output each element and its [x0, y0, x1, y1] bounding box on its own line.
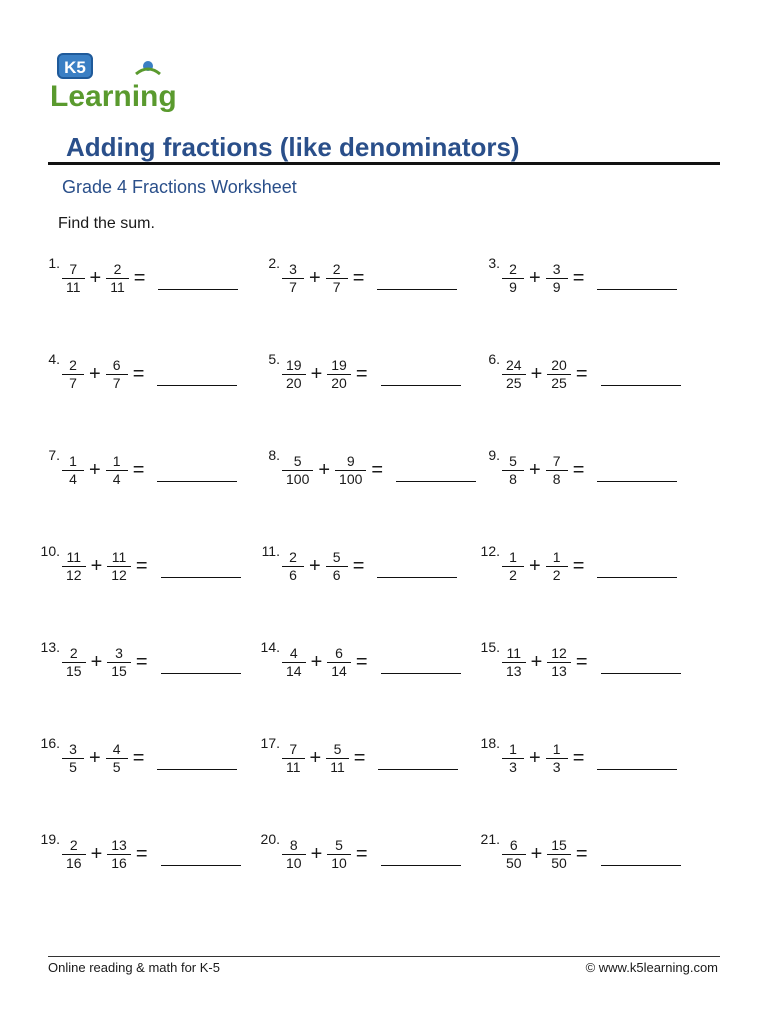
problem-number: 2.	[268, 255, 280, 271]
answer-blank[interactable]	[396, 481, 476, 482]
numerator: 11	[62, 549, 86, 567]
denominator: 11	[286, 758, 301, 775]
denominator: 16	[111, 854, 127, 871]
denominator: 100	[286, 470, 310, 487]
plus-sign: +	[318, 458, 331, 481]
answer-blank[interactable]	[157, 769, 237, 770]
plus-sign: +	[530, 842, 543, 865]
plus-sign: +	[89, 458, 101, 481]
first-fraction	[64, 837, 84, 872]
denominator: 25	[551, 374, 567, 391]
equals-sign: =	[135, 842, 148, 865]
problem-expression	[500, 447, 677, 493]
problem-expression	[500, 735, 677, 781]
problem-number: 13.	[40, 639, 60, 655]
problem-number: 12.	[480, 543, 500, 559]
plus-sign: +	[310, 362, 323, 385]
problem-21	[474, 831, 694, 901]
first-fraction	[64, 645, 84, 680]
second-fraction	[549, 645, 569, 680]
answer-blank[interactable]	[601, 673, 681, 674]
problem-expression	[500, 255, 677, 301]
denominator: 6	[332, 566, 341, 583]
plus-sign: +	[309, 266, 321, 289]
first-fraction	[504, 261, 522, 296]
equals-sign: =	[575, 650, 588, 673]
problem-number: 9.	[488, 447, 500, 463]
denominator: 100	[339, 470, 363, 487]
problem-expression	[500, 831, 681, 877]
footer-copyright: © www.k5learning.com	[585, 960, 718, 975]
denominator: 7	[69, 374, 77, 391]
problem-15	[474, 639, 694, 709]
problem-5	[254, 351, 474, 421]
numerator: 5	[326, 549, 348, 567]
problem-expression	[60, 543, 241, 589]
denominator: 11	[330, 758, 345, 775]
numerator: 24	[502, 357, 526, 375]
equals-sign: =	[135, 650, 148, 673]
first-fraction	[284, 837, 304, 872]
problem-number: 16.	[40, 735, 60, 751]
plus-sign: +	[90, 650, 103, 673]
problem-4	[34, 351, 254, 421]
answer-blank[interactable]	[597, 577, 677, 578]
denominator: 14	[286, 662, 302, 679]
numerator: 3	[282, 261, 304, 279]
problem-number: 17.	[260, 735, 280, 751]
first-fraction	[504, 549, 522, 584]
problem-number: 21.	[480, 831, 500, 847]
problem-10	[34, 543, 254, 613]
denominator: 10	[331, 854, 347, 871]
problem-expression	[280, 543, 457, 589]
second-fraction	[328, 741, 347, 776]
numerator: 6	[106, 357, 128, 375]
answer-blank[interactable]	[601, 385, 681, 386]
answer-blank[interactable]	[161, 865, 241, 866]
answer-blank[interactable]	[597, 769, 677, 770]
equals-sign: =	[133, 266, 146, 289]
problem-number: 15.	[480, 639, 500, 655]
numerator: 13	[107, 837, 131, 855]
numerator: 2	[502, 261, 524, 279]
numerator: 5	[326, 741, 349, 759]
numerator: 4	[282, 645, 306, 663]
problem-11	[254, 543, 474, 613]
numerator: 20	[547, 357, 571, 375]
problem-12	[474, 543, 694, 613]
second-fraction	[109, 645, 129, 680]
denominator: 9	[509, 278, 517, 295]
answer-blank[interactable]	[381, 865, 461, 866]
second-fraction	[337, 453, 364, 488]
numerator: 5	[282, 453, 313, 471]
numerator: 2	[326, 261, 348, 279]
numerator: 6	[502, 837, 526, 855]
answer-blank[interactable]	[158, 289, 238, 290]
first-fraction	[64, 261, 83, 296]
denominator: 5	[69, 758, 77, 775]
problem-14	[254, 639, 474, 709]
problem-number: 5.	[268, 351, 280, 367]
problem-expression	[280, 831, 461, 877]
plus-sign: +	[530, 362, 543, 385]
second-fraction	[108, 261, 127, 296]
answer-blank[interactable]	[601, 865, 681, 866]
answer-blank[interactable]	[378, 769, 458, 770]
logo-badge-text: K5	[64, 58, 86, 77]
equals-sign: =	[572, 266, 585, 289]
problem-number: 10.	[40, 543, 60, 559]
second-fraction	[329, 837, 349, 872]
second-fraction	[109, 549, 129, 584]
answer-blank[interactable]	[377, 289, 457, 290]
second-fraction	[548, 261, 566, 296]
denominator: 4	[69, 470, 77, 487]
numerator: 7	[546, 453, 568, 471]
title-divider	[48, 162, 720, 165]
problem-expression	[60, 735, 237, 781]
denominator: 4	[112, 470, 121, 487]
denominator: 11	[110, 278, 125, 295]
second-fraction	[329, 357, 349, 392]
answer-blank[interactable]	[161, 577, 241, 578]
denominator: 16	[66, 854, 82, 871]
second-fraction	[109, 837, 129, 872]
denominator: 3	[509, 758, 517, 775]
equals-sign: =	[132, 362, 145, 385]
second-fraction	[548, 453, 566, 488]
denominator: 20	[331, 374, 347, 391]
problem-expression	[60, 831, 241, 877]
problem-16	[34, 735, 254, 805]
problem-2	[254, 255, 474, 325]
plus-sign: +	[530, 650, 543, 673]
equals-sign: =	[353, 746, 366, 769]
plus-sign: +	[529, 746, 541, 769]
plus-sign: +	[89, 266, 102, 289]
equals-sign: =	[135, 554, 148, 577]
denominator: 12	[111, 566, 127, 583]
first-fraction	[284, 261, 302, 296]
numerator: 1	[502, 741, 524, 759]
first-fraction	[284, 741, 303, 776]
footer-divider	[48, 956, 720, 957]
denominator: 3	[552, 758, 561, 775]
problem-expression	[60, 351, 237, 397]
numerator: 2	[62, 645, 86, 663]
second-fraction	[108, 357, 126, 392]
plus-sign: +	[529, 554, 541, 577]
denominator: 9	[552, 278, 561, 295]
answer-blank[interactable]	[157, 385, 237, 386]
page-subtitle: Grade 4 Fractions Worksheet	[62, 177, 297, 197]
problem-number: 3.	[488, 255, 500, 271]
first-fraction	[504, 453, 522, 488]
problem-expression	[500, 639, 681, 685]
first-fraction	[284, 357, 304, 392]
denominator: 7	[112, 374, 121, 391]
problem-number: 7.	[48, 447, 60, 463]
first-fraction	[64, 357, 82, 392]
denominator: 5	[112, 758, 121, 775]
k5-learning-logo	[48, 52, 188, 112]
problem-expression	[280, 351, 461, 397]
problem-expression	[500, 543, 677, 589]
answer-blank[interactable]	[161, 673, 241, 674]
answer-blank[interactable]	[597, 289, 677, 290]
denominator: 13	[506, 662, 522, 679]
problem-3	[474, 255, 694, 325]
first-fraction	[284, 645, 304, 680]
numerator: 7	[62, 261, 85, 279]
denominator: 2	[552, 566, 561, 583]
equals-sign: =	[132, 458, 145, 481]
plus-sign: +	[529, 458, 541, 481]
problem-20	[254, 831, 474, 901]
problem-number: 4.	[48, 351, 60, 367]
denominator: 13	[551, 662, 567, 679]
numerator: 1	[106, 453, 128, 471]
answer-blank[interactable]	[381, 673, 461, 674]
plus-sign: +	[89, 746, 101, 769]
second-fraction	[328, 549, 346, 584]
denominator: 10	[286, 854, 302, 871]
numerator: 2	[62, 357, 84, 375]
numerator: 19	[282, 357, 306, 375]
denominator: 20	[286, 374, 302, 391]
denominator: 50	[506, 854, 522, 871]
numerator: 3	[107, 645, 131, 663]
answer-blank[interactable]	[377, 577, 457, 578]
plus-sign: +	[90, 554, 103, 577]
denominator: 14	[331, 662, 347, 679]
denominator: 7	[332, 278, 341, 295]
page-title: Adding fractions (like denominators)	[66, 132, 520, 162]
second-fraction	[548, 549, 566, 584]
first-fraction	[64, 453, 82, 488]
first-fraction	[504, 357, 524, 392]
numerator: 6	[327, 645, 351, 663]
answer-blank[interactable]	[597, 481, 677, 482]
problem-expression	[280, 735, 458, 781]
equals-sign: =	[355, 362, 368, 385]
numerator: 1	[502, 549, 524, 567]
numerator: 1	[546, 549, 568, 567]
equals-sign: =	[355, 842, 368, 865]
denominator: 50	[551, 854, 567, 871]
equals-sign: =	[371, 458, 384, 481]
problem-number: 14.	[260, 639, 280, 655]
problem-18	[474, 735, 694, 805]
plus-sign: +	[310, 650, 323, 673]
equals-sign: =	[132, 746, 145, 769]
numerator: 9	[335, 453, 366, 471]
problem-expression	[280, 447, 476, 493]
denominator: 2	[509, 566, 517, 583]
numerator: 15	[547, 837, 571, 855]
problem-number: 11.	[261, 543, 280, 559]
numerator: 4	[106, 741, 128, 759]
plus-sign: +	[309, 746, 322, 769]
denominator: 6	[289, 566, 297, 583]
denominator: 15	[111, 662, 127, 679]
numerator: 2	[106, 261, 129, 279]
numerator: 1	[62, 453, 84, 471]
numerator: 2	[62, 837, 86, 855]
numerator: 11	[502, 645, 526, 663]
problem-6	[474, 351, 694, 421]
second-fraction	[549, 357, 569, 392]
answer-blank[interactable]	[381, 385, 461, 386]
problem-19	[34, 831, 254, 901]
plus-sign: +	[529, 266, 541, 289]
equals-sign: =	[352, 266, 365, 289]
denominator: 11	[66, 278, 81, 295]
problem-17	[254, 735, 474, 805]
denominator: 7	[289, 278, 297, 295]
first-fraction	[64, 549, 84, 584]
instruction-text: Find the sum.	[58, 215, 155, 232]
first-fraction	[284, 453, 311, 488]
problem-number: 1.	[48, 255, 60, 271]
numerator: 7	[282, 741, 305, 759]
problem-number: 18.	[480, 735, 500, 751]
answer-blank[interactable]	[157, 481, 237, 482]
problem-9	[474, 447, 694, 517]
logo-wordmark: Learning	[50, 80, 177, 112]
footer-tagline: Online reading & math for K-5	[48, 960, 220, 975]
plus-sign: +	[309, 554, 321, 577]
problem-expression	[500, 351, 681, 397]
equals-sign: =	[572, 458, 585, 481]
second-fraction	[328, 261, 346, 296]
first-fraction	[504, 837, 524, 872]
equals-sign: =	[572, 746, 585, 769]
second-fraction	[549, 837, 569, 872]
denominator: 8	[552, 470, 561, 487]
denominator: 12	[66, 566, 82, 583]
plus-sign: +	[90, 842, 103, 865]
numerator: 19	[327, 357, 351, 375]
second-fraction	[329, 645, 349, 680]
numerator: 5	[327, 837, 351, 855]
first-fraction	[284, 549, 302, 584]
numerator: 5	[502, 453, 524, 471]
numerator: 12	[547, 645, 571, 663]
problem-number: 19.	[40, 831, 60, 847]
problem-expression	[60, 255, 238, 301]
equals-sign: =	[575, 842, 588, 865]
denominator: 15	[66, 662, 82, 679]
numerator: 1	[546, 741, 568, 759]
denominator: 25	[506, 374, 522, 391]
problem-expression	[60, 639, 241, 685]
numerator: 8	[282, 837, 306, 855]
second-fraction	[108, 453, 126, 488]
numerator: 11	[107, 549, 131, 567]
plus-sign: +	[89, 362, 101, 385]
problem-number: 8.	[268, 447, 280, 463]
problem-7	[34, 447, 254, 517]
equals-sign: =	[355, 650, 368, 673]
first-fraction	[504, 645, 524, 680]
first-fraction	[64, 741, 82, 776]
numerator: 2	[282, 549, 304, 567]
numerator: 3	[62, 741, 84, 759]
equals-sign: =	[572, 554, 585, 577]
problem-number: 20.	[260, 831, 280, 847]
problem-8	[254, 447, 474, 517]
problem-number: 6.	[488, 351, 500, 367]
equals-sign: =	[575, 362, 588, 385]
second-fraction	[108, 741, 126, 776]
equals-sign: =	[352, 554, 365, 577]
second-fraction	[548, 741, 566, 776]
denominator: 8	[509, 470, 517, 487]
numerator: 3	[546, 261, 568, 279]
plus-sign: +	[310, 842, 323, 865]
problem-13	[34, 639, 254, 709]
problem-expression	[280, 255, 457, 301]
problem-expression	[280, 639, 461, 685]
first-fraction	[504, 741, 522, 776]
problem-expression	[60, 447, 237, 493]
problem-1	[34, 255, 254, 325]
